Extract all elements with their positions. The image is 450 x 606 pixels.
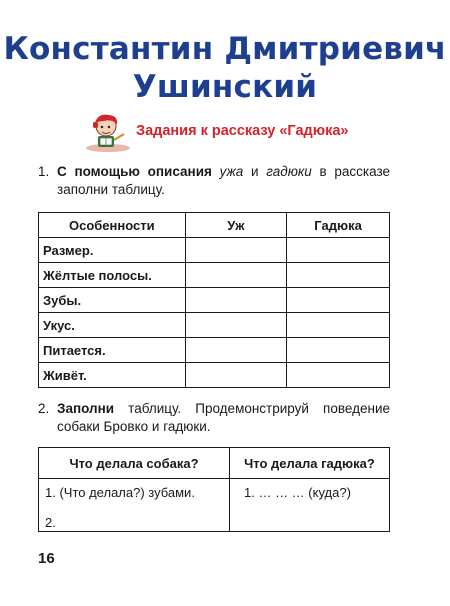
behavior-table xyxy=(38,447,390,532)
behavior-table-header xyxy=(39,448,390,479)
task-1-space xyxy=(212,164,220,179)
features-table xyxy=(38,212,390,388)
section-heading: Задания к рассказу «Гадюка» xyxy=(136,123,349,139)
page-title xyxy=(0,30,450,106)
row-label: Укус. xyxy=(39,313,186,338)
uzh-cell[interactable] xyxy=(185,238,287,263)
task-1-italic-uzh: ужа xyxy=(219,164,244,179)
task-2-text xyxy=(57,400,390,436)
header-viper: Что делала гадюка? xyxy=(230,448,390,479)
gadyuka-cell[interactable] xyxy=(287,338,390,363)
uzh-cell[interactable] xyxy=(185,288,287,313)
table-row xyxy=(39,338,390,363)
header-features: Особенности xyxy=(39,213,186,238)
uzh-cell[interactable] xyxy=(185,313,287,338)
task-1-italic-gadyuka: гадюки xyxy=(266,164,312,179)
reading-boy-icon xyxy=(84,112,130,152)
task-1 xyxy=(38,163,390,199)
gadyuka-cell[interactable] xyxy=(287,288,390,313)
row-label: Питается. xyxy=(39,338,186,363)
task-1-bold: С помощью описания xyxy=(57,164,212,179)
header-dog: Что делала собака? xyxy=(39,448,230,479)
dog-line-1: 1. (Что делала?) зубами. xyxy=(45,485,195,500)
table-row xyxy=(39,263,390,288)
header-gadyuka: Гадюка xyxy=(287,213,390,238)
section-header xyxy=(84,112,384,152)
gadyuka-cell[interactable] xyxy=(287,363,390,388)
task-1-text xyxy=(57,163,390,199)
table-row xyxy=(39,313,390,338)
dog-answer-cell[interactable] xyxy=(39,479,230,532)
uzh-cell[interactable] xyxy=(185,338,287,363)
task-1-number: 1. xyxy=(38,164,50,179)
viper-line-1: 1. … … … (куда?) xyxy=(244,485,351,500)
row-label: Размер. xyxy=(39,238,186,263)
features-table-header xyxy=(39,213,390,238)
table-row xyxy=(39,238,390,263)
uzh-cell[interactable] xyxy=(185,263,287,288)
task-1-conj: и xyxy=(243,164,267,179)
dog-line-2: 2. xyxy=(45,515,56,530)
row-label: Жёлтые полосы. xyxy=(39,263,186,288)
task-2-rest: таблицу. Продемонстрируй поведение собаки Бровко и гадюки. xyxy=(57,401,390,434)
table-row xyxy=(39,363,390,388)
task-1-rest: в рассказе заполни таблицу. xyxy=(57,164,390,197)
gadyuka-cell[interactable] xyxy=(287,238,390,263)
table-row xyxy=(39,288,390,313)
task-2-number: 2. xyxy=(38,401,50,416)
page-number: 16 xyxy=(38,550,55,567)
header-uzh: Уж xyxy=(185,213,287,238)
title-line-2: Ушинский xyxy=(132,69,318,105)
gadyuka-cell[interactable] xyxy=(287,263,390,288)
task-2-bold: Заполни xyxy=(57,401,115,416)
row-label: Зубы. xyxy=(39,288,186,313)
viper-answer-cell[interactable] xyxy=(230,479,390,532)
row-label: Живёт. xyxy=(39,363,186,388)
uzh-cell[interactable] xyxy=(185,363,287,388)
task-2 xyxy=(38,400,390,436)
gadyuka-cell[interactable] xyxy=(287,313,390,338)
table-row xyxy=(39,479,390,532)
title-line-1: Константин Дмитриевич xyxy=(3,31,447,67)
